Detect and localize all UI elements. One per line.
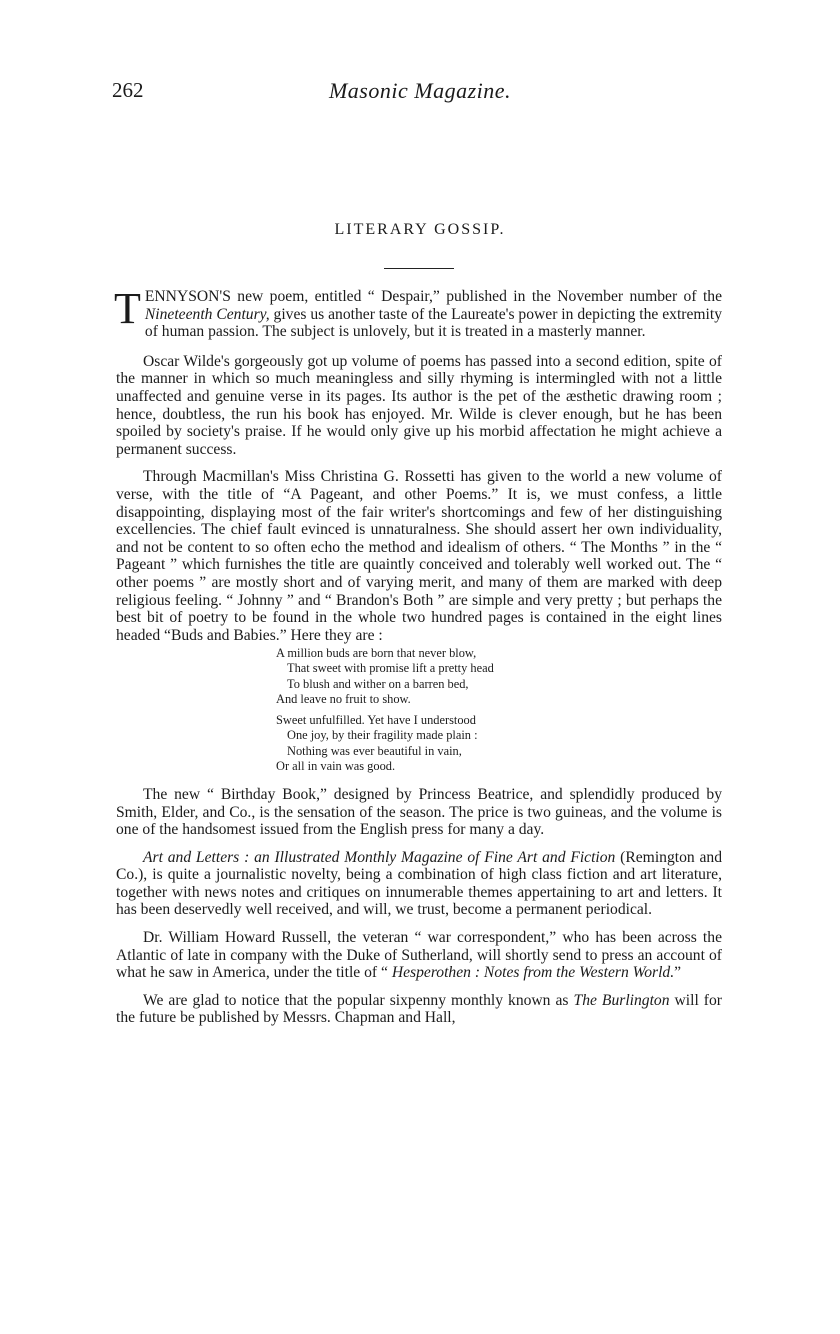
poem-stanza <box>276 646 722 707</box>
poem-line: And leave no fruit to show. <box>276 691 411 706</box>
article-title: LITERARY GOSSIP. <box>334 221 506 238</box>
drop-cap: T <box>114 284 141 333</box>
italic-title: The Burlington <box>573 991 670 1009</box>
paragraph-text: (Remington and Co.), is quite a journalistic novelty, being a combination of high class fiction and art literature, together with news notes and critiques on innumerable themes appertaining to art and letters. It has been deservedly well received, and will, we trust, become a permanent periodical. <box>116 848 722 919</box>
paragraph-birthday-book: The new “ Birthday Book,” designed by Princess Beatrice, and splendidly produced by Smith, Elder, and Co., is the sensation of the season. The price is two guineas, and the volume is one of the handsomest issued from the English press for many a day. <box>116 785 722 839</box>
poem-stanza <box>276 713 722 774</box>
poem-line: Or all in vain was good. <box>276 758 396 773</box>
article-body <box>114 284 722 1037</box>
running-head: Masonic Magazine. <box>328 78 512 103</box>
poem-line: To blush and wither on a barren bed, <box>287 676 469 691</box>
paragraph-text: ” <box>674 964 682 982</box>
italic-title: Hesperothen : Notes from the Western World. <box>391 964 675 982</box>
paragraph-text: ENNYSON'S new poem, entitled “ Despair,” published in the November number of the <box>144 288 722 305</box>
poem-line: That sweet with promise lift a pretty head <box>287 661 494 676</box>
paragraph-tennyson <box>114 284 722 341</box>
paragraph-text: gives us another taste of the Laureate's power in depicting the extremity of human passion. The subject is unlovely, but it is treated in a masterly manner. <box>144 305 722 341</box>
poem-line: A million buds are born that never blow, <box>276 646 477 661</box>
paragraph-art-and-letters <box>116 849 722 919</box>
paragraph-text: will for the future be published by Messrs. Chapman and Hall, <box>116 991 722 1027</box>
poem-line: Nothing was ever beautiful in vain, <box>287 743 462 758</box>
paragraph-russell <box>116 929 722 982</box>
paragraph-text: We are glad to notice that the popular sixpenny monthly known as <box>143 991 574 1009</box>
page-number: 262 <box>112 78 144 102</box>
paragraph-text: Dr. William Howard Russell, the veteran “ war correspondent,” who has been across the Atlantic of late in company with the Duke of Sutherland, will shortly send to press an account of what he saw in America, under the title of “ <box>116 929 722 982</box>
paragraph-rossetti: Through Macmillan's Miss Christina G. Rossetti has given to the world a new volume of verse, with the title of “A Pageant, and other Poems.” It is, we must confess, a little disappointing, displaying most of the fair writer's shortcomings and few of her distinguishing excellencies. The chief fault evinced is unnaturalness. She should assert her own individuality, and not be content to so often echo the method and idealism of others. “ The Months ” in the “ Pageant ” which furnishes the title are quaintly conceived and tolerably well worked out. The “ other poems ” are mostly short and of varying merit, and many of them are marked with deep religious feeling. “ Johnny ” and “ Brandon's Both ” are simple and very pretty ; but perhaps the best bit of poetry to be found in the whole two hundred pages is contained in the eight lines headed “Buds and Babies.” Here they are : <box>116 468 722 644</box>
paragraph-wilde: Oscar Wilde's gorgeously got up volume of poems has passed into a second edition, spite of the manner in which so much meaningless and silly rhyming is intermingled with not a little unaffected and genuine verse in its pages. Its author is the pet of the æsthetic drawing room ; hence, doubtless, the run his book has enjoyed. Mr. Wilde is clever enough, but he has been spoiled by society's praise. If he would only give up his morbid affectation he might achieve a permanent success. <box>116 352 722 458</box>
italic-title: Nineteenth Century, <box>144 305 270 323</box>
paragraph-burlington <box>116 992 722 1027</box>
italic-title: Art and Letters : an Illustrated Monthly Magazine of Fine Art and Fiction <box>143 848 616 866</box>
poem-line: One joy, by their fragility made plain : <box>287 728 478 743</box>
poem-buds-and-babies <box>276 646 722 774</box>
title-rule <box>384 268 454 269</box>
poem-line: Sweet unfulfilled. Yet have I understood <box>276 713 476 728</box>
